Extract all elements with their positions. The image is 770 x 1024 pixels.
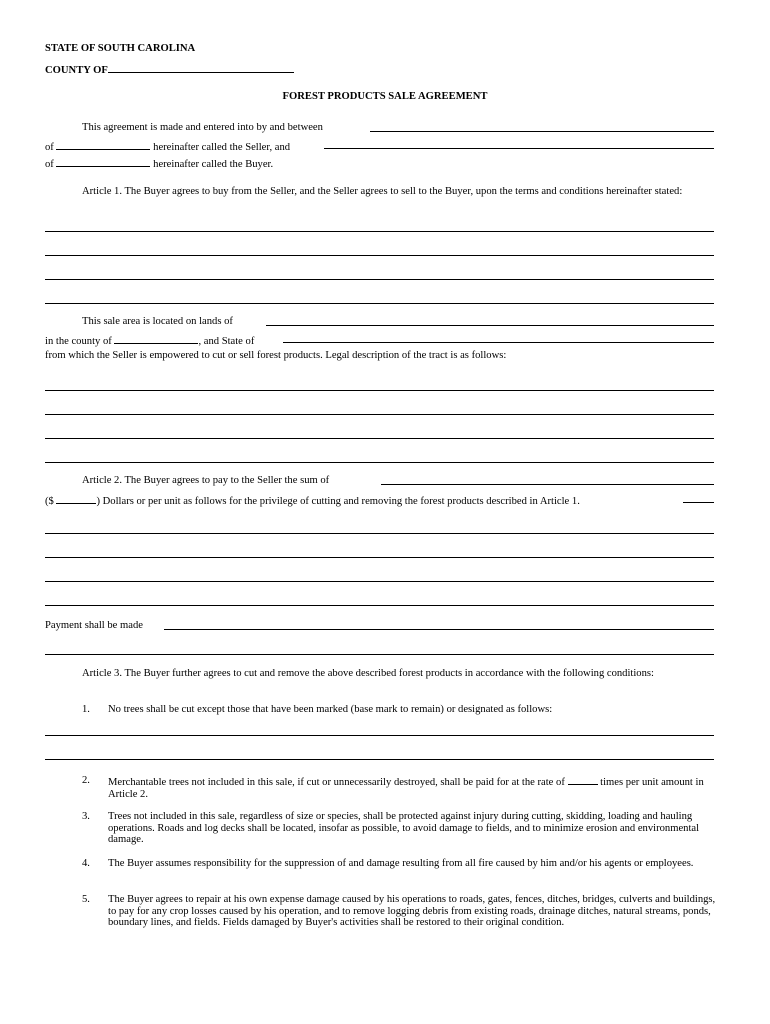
article-2-line-2 (45, 494, 580, 508)
county-label: COUNTY OF (45, 65, 108, 76)
payment-terms-blank[interactable] (164, 629, 714, 630)
article-1-blank-line[interactable] (45, 303, 714, 304)
condition-5-number: 5. (82, 894, 90, 905)
condition-5-text: The Buyer agrees to repair at his own expense damage caused by his operations to roads, gates, fences, ditches, bridges, culverts and buildings, to pay for any crop losses caused by his operation, and to remove logging debris from existing roads, drainage ditches, natural streams, ponds, boundary lines, and fields. Fields damaged by Buyer's activities shall be restored to their original condition. (108, 894, 716, 929)
condition-2-number: 2. (82, 775, 90, 786)
article-3-text: Article 3. The Buyer further agrees to cut and remove the above described forest products in accordance with the following conditions: (82, 668, 654, 679)
seller-line (45, 140, 290, 154)
rate-multiplier-blank[interactable] (568, 775, 598, 785)
per-unit-blank[interactable] (683, 502, 714, 503)
article-1-text: Article 1. The Buyer agrees to buy from the Seller, and the Seller agrees to sell to the Buyer, upon the terms and conditions hereinafter stated: (82, 186, 683, 197)
sale-county-blank[interactable] (114, 334, 198, 344)
condition-1-text: No trees shall be cut except those that have been marked (base mark to remain) or designated as follows: (108, 704, 553, 715)
condition-3-number: 3. (82, 811, 90, 822)
dollar-sign-label: ($ (45, 496, 54, 507)
condition-2-text (108, 775, 718, 800)
condition-2-text-a: Merchantable trees not included in this sale, if cut or unnecessarily destroyed, shall be paid for at the rate of (108, 777, 565, 788)
article-2-blank-line[interactable] (45, 581, 714, 582)
article-2-blank-line[interactable] (45, 557, 714, 558)
seller-location-blank[interactable] (56, 140, 150, 150)
payment-terms-blank-line[interactable] (45, 654, 714, 655)
buyer-line (45, 157, 273, 171)
county-of-label: in the county of (45, 336, 112, 347)
condition-2-text-c: per unit amount in Article 2. (108, 777, 704, 800)
legal-description-blank-line[interactable] (45, 462, 714, 463)
article-1-blank-line[interactable] (45, 279, 714, 280)
sum-amount-blank[interactable] (56, 494, 96, 504)
seller-called-label: hereinafter called the Seller, and (153, 142, 291, 153)
buyer-name-blank[interactable] (324, 148, 714, 149)
sale-area-line-1: This sale area is located on lands of (82, 316, 233, 327)
article-2-blank-line[interactable] (45, 533, 714, 534)
payment-label: Payment shall be made (45, 620, 143, 631)
article-1-blank-line[interactable] (45, 231, 714, 232)
legal-description-blank-line[interactable] (45, 390, 714, 391)
condition-3-text: Trees not included in this sale, regardless of size or species, shall be protected against injury during cutting, skidding, loading and hauling operations. Roads and log decks shall be located, insofar as possible, to avoid damage to fields, and to minimize erosion and environmental damage. (108, 811, 700, 846)
buyer-called-label: hereinafter called the Buyer. (153, 159, 274, 170)
county-blank[interactable] (108, 63, 294, 73)
article-1-blank-line[interactable] (45, 255, 714, 256)
county-heading (45, 63, 294, 77)
buyer-of-label: of (45, 159, 54, 170)
article-2-blank-line[interactable] (45, 605, 714, 606)
landowner-blank[interactable] (266, 325, 714, 326)
buyer-location-blank[interactable] (56, 157, 150, 167)
sum-written-blank[interactable] (381, 484, 714, 485)
county-state-line (45, 334, 254, 348)
condition-1-blank-line[interactable] (45, 759, 714, 760)
condition-1-blank-line[interactable] (45, 735, 714, 736)
legal-description-blank-line[interactable] (45, 414, 714, 415)
condition-4-number: 4. (82, 858, 90, 869)
condition-1-number: 1. (82, 704, 90, 715)
seller-of-label: of (45, 142, 54, 153)
article-2-line-1: Article 2. The Buyer agrees to pay to the Seller the sum of (82, 475, 330, 486)
party-name-blank[interactable] (370, 131, 714, 132)
document-title: FOREST PRODUCTS SALE AGREEMENT (282, 91, 488, 102)
state-heading: STATE OF SOUTH CAROLINA (45, 43, 196, 54)
article-2-privilege-text: ) Dollars or per unit as follows for the privilege of cutting and removing the forest products described in Article 1. (96, 496, 580, 507)
legal-description-intro: from which the Seller is empowered to cut or sell forest products. Legal description of the tract is as follows: (45, 350, 507, 361)
intro-line-1: This agreement is made and entered into by and between (82, 122, 323, 133)
condition-4-text: The Buyer assumes responsibility for the suppression of and damage resulting from all fire caused by him and/or his agents or employees. (108, 858, 694, 869)
legal-description-blank-line[interactable] (45, 438, 714, 439)
sale-state-blank[interactable] (283, 342, 714, 343)
state-of-label: , and State of (198, 336, 255, 347)
condition-2-text-b: times (600, 777, 624, 788)
